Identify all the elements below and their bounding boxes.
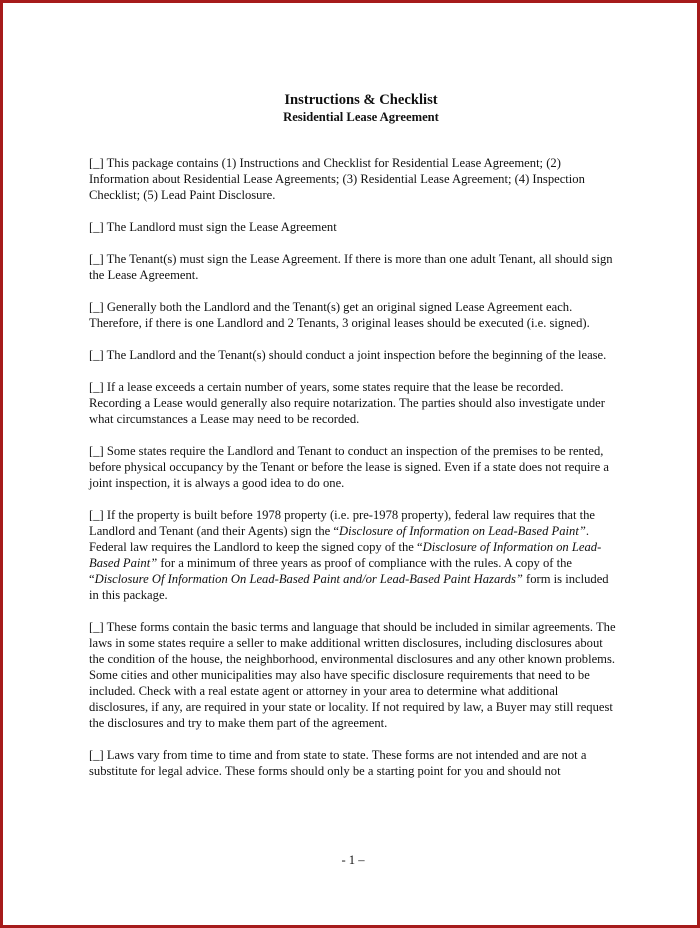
- item-text: form is included in this package.: [89, 572, 609, 602]
- document-title: Instructions & Checklist: [284, 92, 438, 108]
- checklist-item-package-contents: [89, 155, 619, 203]
- item-text: Some states require the Landlord and Tenant to conduct an inspection of the premises to be rented, before physical occupancy by the Tenant or before the lease is signed. Even if a state does not require a joint inspection, it is always a good idea to do one.: [89, 444, 609, 490]
- checkbox-marker: [_]: [89, 444, 104, 458]
- checkbox-marker: [_]: [89, 620, 104, 634]
- item-text: . Federal law requires the Landlord to keep the signed copy of the “: [89, 524, 590, 554]
- item-text: Generally both the Landlord and the Tenant(s) get an original signed Lease Agreement each. Therefore, if there is one Landlord and 2 Tenants, 3 original leases should be executed (i.e. signed).: [89, 300, 590, 330]
- document-page: [89, 91, 619, 795]
- checkbox-marker: [_]: [89, 220, 104, 234]
- page-number: - 1 –: [341, 853, 365, 867]
- checkbox-marker: [_]: [89, 300, 104, 314]
- checklist-item-lead-paint: [89, 507, 619, 603]
- item-text: This package contains (1) Instructions and Checklist for Residential Lease Agreement; (2) Information about Residential Lease Agreements; (3) Residential Lease Agreement; (4) Inspection Checklist; (5) Lead Paint Disclosure.: [89, 156, 585, 202]
- document-subtitle: Residential Lease Agreement: [283, 110, 439, 124]
- item-text: If a lease exceeds a certain number of years, some states require that the lease be recorded. Recording a Lease would generally also require notarization. The parties should also investigate under what circumstances a Lease may need to be recorded.: [89, 380, 605, 426]
- checklist-item-legal-advice: [89, 747, 619, 779]
- item-text: The Landlord must sign the Lease Agreement: [106, 220, 337, 234]
- checkbox-marker: [_]: [89, 156, 104, 170]
- item-text: The Tenant(s) must sign the Lease Agreement. If there is more than one adult Tenant, all should sign the Lease Agreement.: [89, 252, 613, 282]
- checklist-item-disclosures: [89, 619, 619, 731]
- checkbox-marker: [_]: [89, 348, 104, 362]
- item-text-italic: Disclosure of Information on Lead-Based Paint”: [89, 540, 602, 570]
- item-text: These forms contain the basic terms and language that should be included in similar agreements. The laws in some states require a seller to make additional written disclosures, including disclosures about the condition of the house, the neighborhood, environmental disclosures and any other known problems. Some cities and other municipalities may also have specific disclosure requirements that need to be included. Check with a real estate agent or attorney in your area to determine what additional disclosures, if any, are required in your state or locality. If not required by law, a Buyer may still request the disclosures and try to make them part of the agreement.: [89, 620, 616, 730]
- item-text: Laws vary from time to time and from state to state. These forms are not intended and are not a substitute for legal advice. These forms should only be a starting point for you and should not: [89, 748, 587, 778]
- item-text: for a minimum of three years as proof of compliance with the rules. A copy of the “: [89, 556, 572, 586]
- checklist-item-landlord-sign: [89, 219, 619, 235]
- checkbox-marker: [_]: [89, 508, 104, 522]
- item-text-italic: Disclosure Of Information On Lead-Based Paint and/or Lead-Based Paint Hazards”: [94, 572, 523, 586]
- item-text: The Landlord and the Tenant(s) should conduct a joint inspection before the beginning of the lease.: [106, 348, 607, 362]
- checklist-item-original-copies: [89, 299, 619, 331]
- checkbox-marker: [_]: [89, 380, 104, 394]
- item-text: If the property is built before 1978 property (i.e. pre-1978 property), federal law requires that the Landlord and Tenant (and their Agents) sign the “: [89, 508, 596, 538]
- checklist-item-lease-recording: [89, 379, 619, 427]
- checklist-item-joint-inspection: [89, 347, 619, 363]
- item-text-italic: Disclosure of Information on Lead-Based Paint”: [339, 524, 586, 538]
- checklist-item-state-inspection: [89, 443, 619, 491]
- checkbox-marker: [_]: [89, 252, 104, 266]
- checklist-item-tenant-sign: [89, 251, 619, 283]
- checkbox-marker: [_]: [89, 748, 104, 762]
